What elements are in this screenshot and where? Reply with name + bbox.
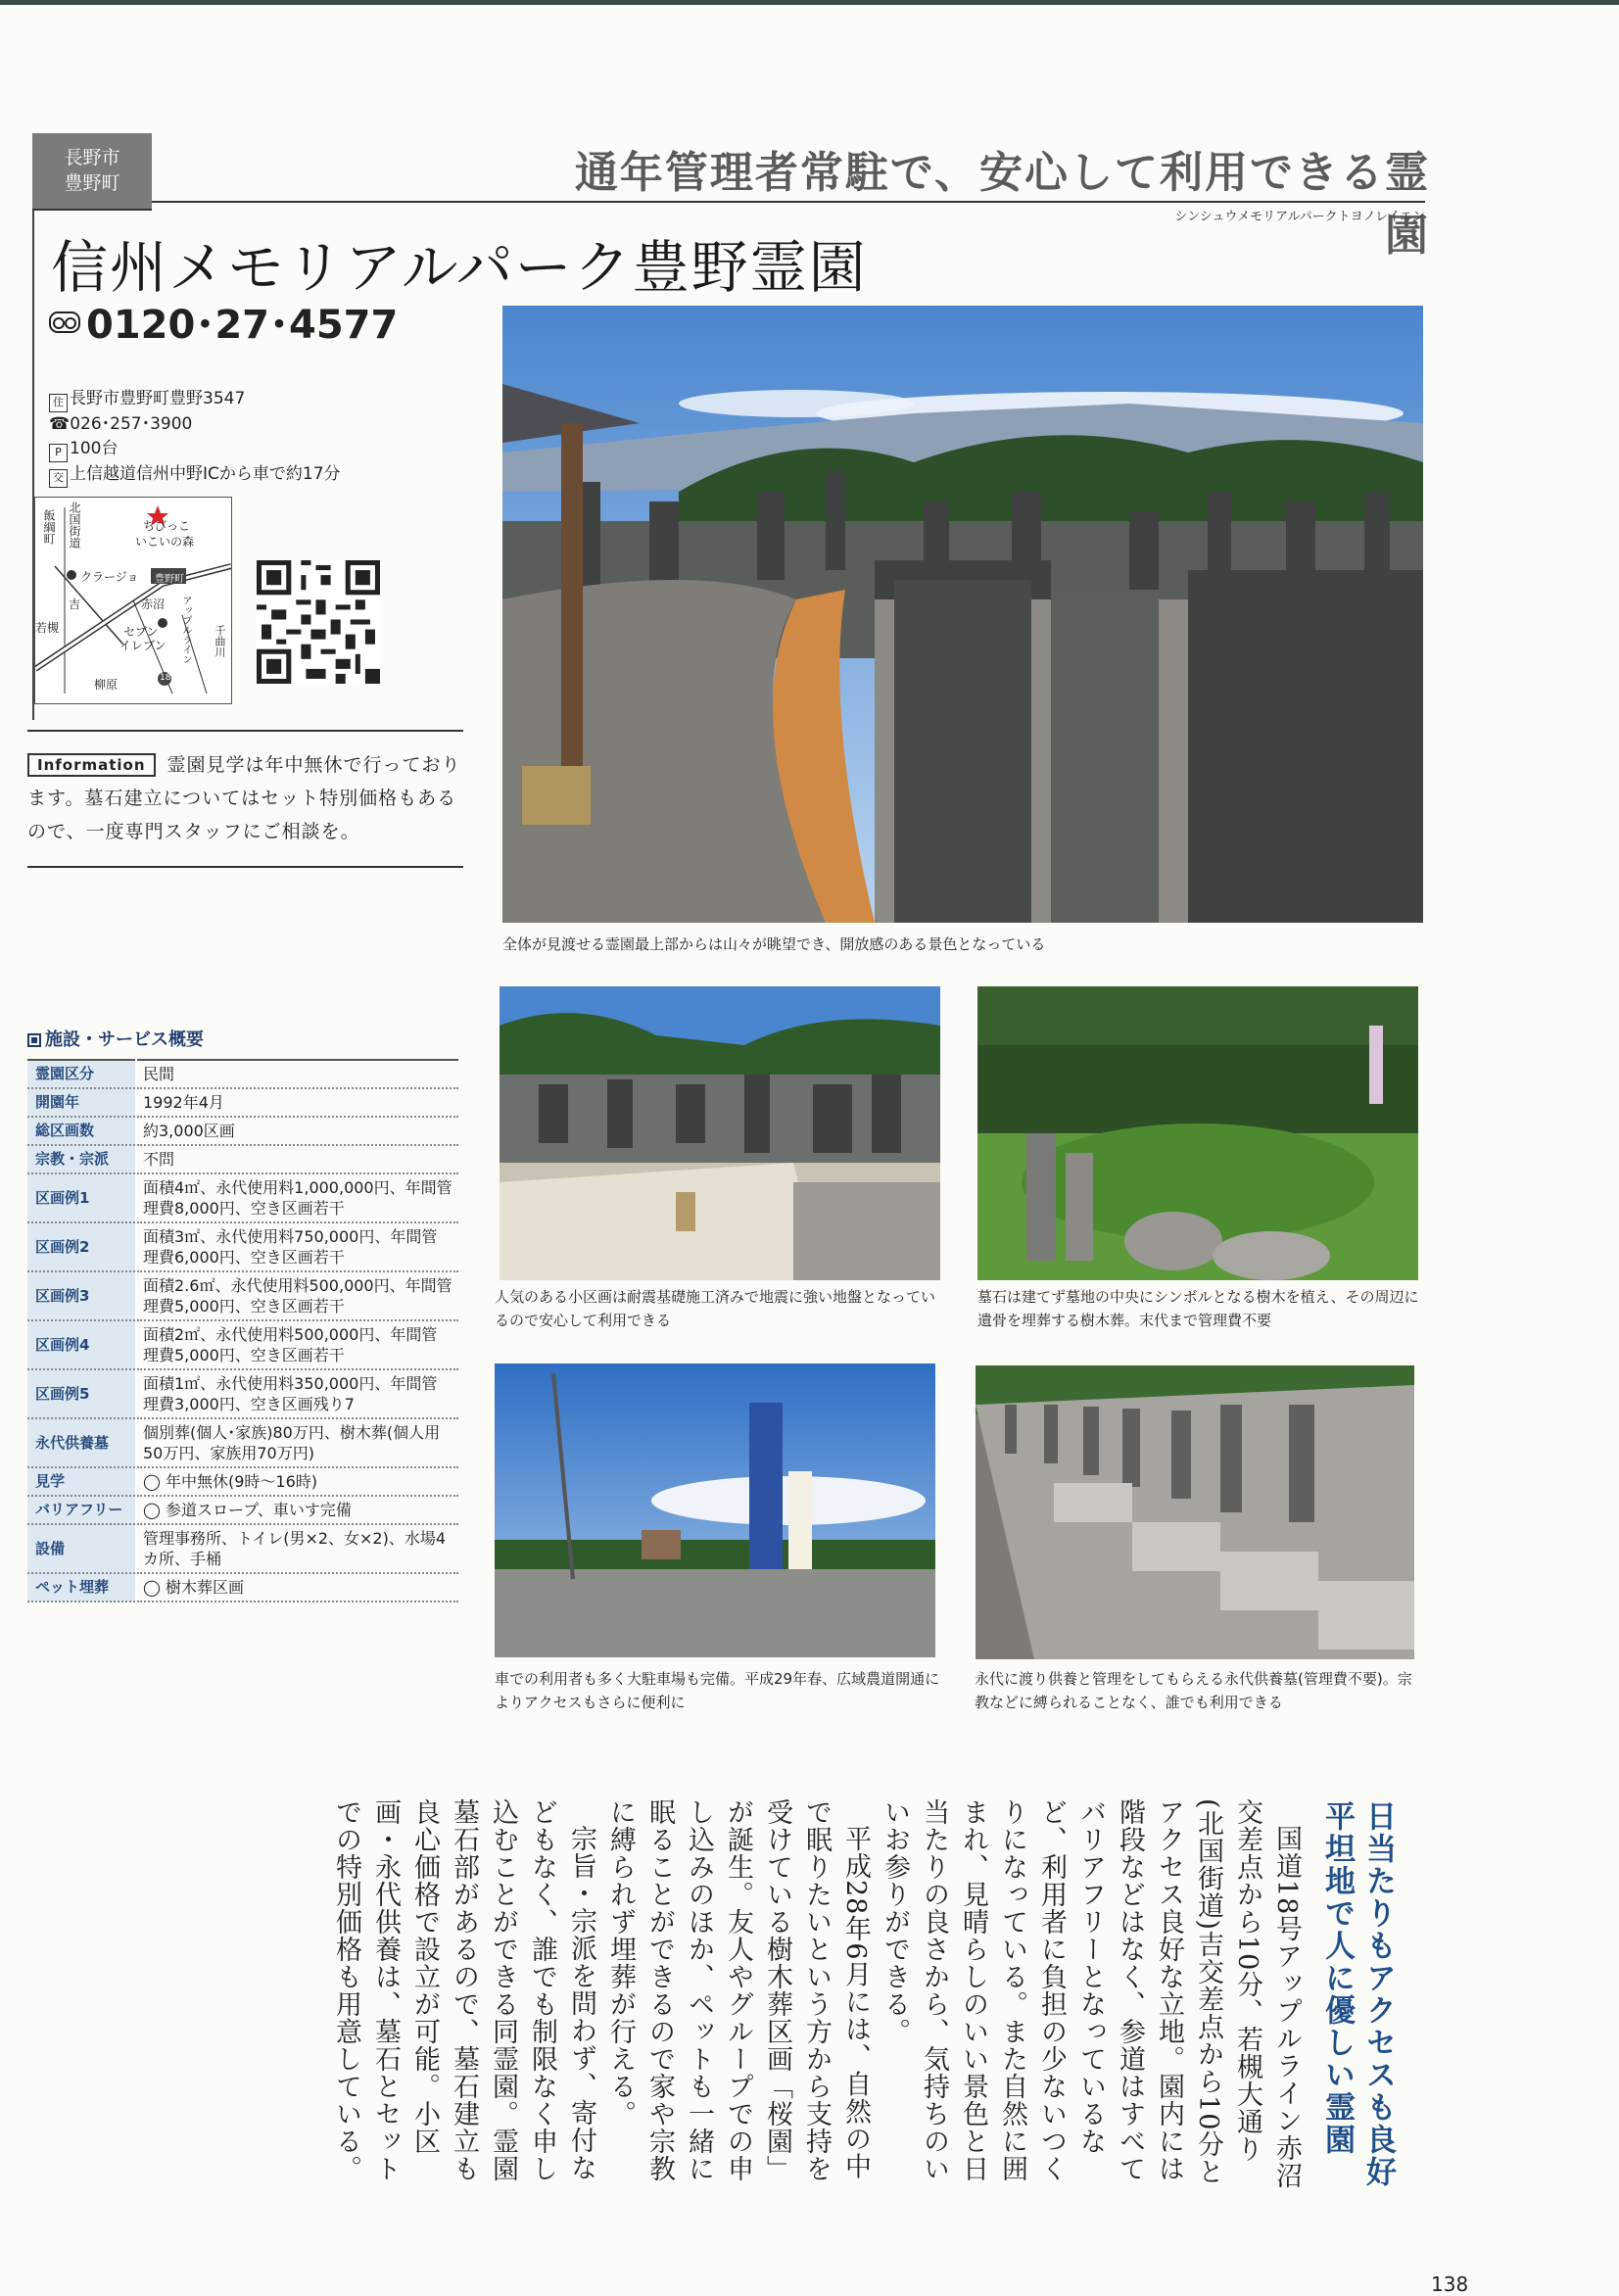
main-photo-caption: 全体が見渡せる霊園最上部からは山々が眺望でき、開放感のある景色となっている (502, 935, 1046, 953)
table-row (27, 1467, 458, 1496)
parking-line: P 100台 (49, 437, 341, 462)
map-label-wakatsuki: 若槻 (35, 621, 60, 635)
row-value: ◯ 樹木葬区画 (136, 1573, 458, 1602)
row-label: 霊園区分 (27, 1060, 136, 1088)
parking-photo (495, 1363, 935, 1657)
location-rule (32, 209, 152, 211)
tree-burial-photo (977, 986, 1418, 1280)
map-label-seven: セブン (123, 625, 159, 639)
parking-photo-graphic (495, 1363, 935, 1657)
table-row (27, 1222, 458, 1271)
address-key-icon: 住 (49, 394, 68, 412)
top-border (0, 0, 1619, 5)
row-label: 永代供養墓 (27, 1418, 136, 1467)
information-text: 霊園見学は年中無休で行っております。墓石建立についてはセット特別価格もあるので、一度専門スタッフにご相談を。 (27, 754, 461, 842)
parking-caption: 車での利用者も多く大駐車場も完備。平成29年春、広域農道開通によりアクセスもさらに便利に (495, 1670, 940, 1711)
small-plot-photo-graphic (500, 986, 940, 1280)
row-value: 不問 (136, 1145, 458, 1173)
table-row (27, 1418, 458, 1467)
map-graphic (35, 498, 231, 703)
name-reading: シンシュウメモリアルパークトヨノレイエン (1174, 210, 1425, 224)
lead-line-2: 平坦地で人に優しい霊園 (1319, 1800, 1355, 2156)
row-value: 個別葬(個人･家族)80万円、樹木葬(個人用50万円、家族用70万円) (136, 1418, 458, 1467)
access-map (34, 497, 232, 704)
map-label-ikoi: いこいの森 (135, 535, 195, 549)
info-rule-top (27, 730, 463, 732)
eternal-memorial-photo-graphic (976, 1365, 1414, 1659)
row-label: 区画例3 (27, 1271, 136, 1320)
row-value: 約3,000区画 (136, 1117, 458, 1145)
table-row (27, 1088, 458, 1117)
free-dial-icon (49, 311, 80, 333)
header-rule (152, 201, 1425, 203)
info-rule-bottom (27, 866, 463, 868)
row-label: 宗教・宗派 (27, 1145, 136, 1173)
information-block (27, 748, 466, 848)
row-label: 見学 (27, 1467, 136, 1496)
row-label: バリアフリー (27, 1496, 136, 1524)
map-label-route18: 18 (160, 673, 171, 683)
table-row (27, 1117, 458, 1145)
information-label: Information (27, 753, 156, 777)
article-paragraph: 宗旨・宗派を問わず、寄付などもなく、誰でも制限なく申し込むことができる同霊園。霊園墓石部があるので、墓石建立も良心価格で設立が可能。小区画・永代供養は、墓石とセットでの特別価格も用意している。 (331, 1798, 596, 2182)
map-label-yanagihara: 柳原 (94, 678, 119, 692)
table-row (27, 1573, 458, 1602)
facility-table (27, 1059, 458, 1602)
map-label-iizuna: 飯綱町 (42, 509, 56, 545)
map-label-kuraja: クラージョ (80, 570, 139, 584)
article-paragraph: 国道18号アップルライン赤沼交差点から10分、若槻大通り(北国街道)吉交差点から10分とアクセス良好な立地。園内には階段などはなく、参道はすべてバリアフリーとなっているなど、利用者に負担の少ないつくりになっている。また自然に囲まれ、見晴らしのいい景色と日当たりの良さから、気持ちのいいお参りができる。 (880, 1798, 1302, 2190)
location-tag (32, 133, 152, 209)
row-value: ◯ 年中無休(9時〜16時) (136, 1467, 458, 1496)
table-row (27, 1320, 458, 1369)
article-paragraph: 平成28年6月には、自然の中で眠りたいという方から支持を受けている樹木葬区画「桜園」が誕生。友人やグループでの申し込みのほか、ペットも一緒に眠ることができるので家や宗教に縛られず埋葬が行える。 (605, 1798, 871, 2182)
map-label-toyono: 豊野町 (155, 574, 184, 585)
free-dial-number: 0120･27･4577 (86, 303, 399, 348)
main-photo-graphic (502, 306, 1423, 923)
row-value: 面積1㎡、永代使用料350,000円、年間管理費3,000円、空き区画残り7 (136, 1369, 458, 1418)
address-line: 住 長野市豊野町豊野3547 (49, 387, 341, 412)
eternal-memorial-caption: 永代に渡り供養と管理をしてもらえる永代供養墓(管理費不要)。宗教などに縛られることなく、誰でも利用できる (975, 1670, 1412, 1711)
table-row (27, 1173, 458, 1222)
page-number: 138 (1431, 2272, 1469, 2296)
table-row (27, 1060, 458, 1088)
row-label: 区画例4 (27, 1320, 136, 1369)
tree-burial-caption: 墓石は建てず墓地の中央にシンボルとなる樹木を植え、その周辺に遺骨を埋葬する樹木葬。末代まで管理費不要 (977, 1288, 1419, 1329)
row-label: 区画例1 (27, 1173, 136, 1222)
location-town: 豊野町 (64, 172, 120, 194)
phone-line: ☎026･257･3900 (49, 414, 193, 434)
article-body (326, 1798, 1306, 2200)
qr-code-graphic (257, 560, 380, 684)
map-label-kichi: 吉 (69, 598, 81, 611)
map-label-chibikko: ちびっこ (143, 519, 191, 533)
row-value: 面積2.6㎡、永代使用料500,000円、年間管理費5,000円、空き区画若干 (136, 1271, 458, 1320)
free-dial (49, 294, 398, 350)
eternal-memorial-photo (976, 1365, 1414, 1659)
row-value: 管理事務所、トイレ(男×2、女×2)、水場4カ所、手桶 (136, 1524, 458, 1573)
facility-title: 施設・サービス概要 (27, 1026, 204, 1051)
table-row (27, 1271, 458, 1320)
table-row (27, 1524, 458, 1573)
row-label: 区画例2 (27, 1222, 136, 1271)
tree-burial-photo-graphic (977, 986, 1418, 1280)
row-label: 区画例5 (27, 1369, 136, 1418)
map-label-hokkoku: 北国街道 (68, 502, 81, 549)
map-label-apple: アップルライン (180, 596, 191, 664)
row-value: 民間 (136, 1060, 458, 1088)
cemetery-name: 信州メモリアルパーク豊野霊園 (51, 234, 868, 301)
row-value: 面積3㎡、永代使用料750,000円、年間管理費6,000円、空き区画若干 (136, 1222, 458, 1271)
row-label: 総区画数 (27, 1117, 136, 1145)
row-label: 設備 (27, 1524, 136, 1573)
map-label-akanuma: 赤沼 (141, 598, 166, 611)
main-photo (502, 306, 1423, 923)
parking-icon: P (49, 444, 68, 462)
qr-code[interactable] (257, 560, 380, 684)
table-row (27, 1145, 458, 1173)
map-label-chikuma: 千曲川 (214, 625, 226, 657)
phone-icon: ☎ (49, 414, 71, 434)
row-label: ペット埋葬 (27, 1573, 136, 1602)
location-city: 長野市 (64, 147, 120, 168)
table-row (27, 1496, 458, 1524)
address-block (49, 387, 341, 488)
lead-line-1: 日当たりもアクセスも良好 (1360, 1800, 1396, 2188)
row-value: 面積4㎡、永代使用料1,000,000円、年間管理費8,000円、空き区画若干 (136, 1173, 458, 1222)
headline: 通年管理者常駐で、安心して利用できる霊園 (574, 148, 1430, 261)
row-label: 開園年 (27, 1088, 136, 1117)
map-label-eleven: イレブン (119, 639, 167, 652)
article-lead (1316, 1800, 1399, 2202)
row-value: ◯ 参道スロープ、車いす完備 (136, 1496, 458, 1524)
access-icon: 交 (49, 469, 68, 488)
access-line: 交 上信越道信州中野ICから車で約17分 (49, 462, 341, 488)
table-row (27, 1369, 458, 1418)
section-square-icon (27, 1033, 41, 1047)
row-value: 1992年4月 (136, 1088, 458, 1117)
row-value: 面積2㎡、永代使用料500,000円、年間管理費5,000円、空き区画若干 (136, 1320, 458, 1369)
small-plot-photo (500, 986, 940, 1280)
small-plot-caption: 人気のある小区画は耐震基礎施工済みで地震に強い地盤となっているので安心して利用できる (495, 1288, 936, 1329)
